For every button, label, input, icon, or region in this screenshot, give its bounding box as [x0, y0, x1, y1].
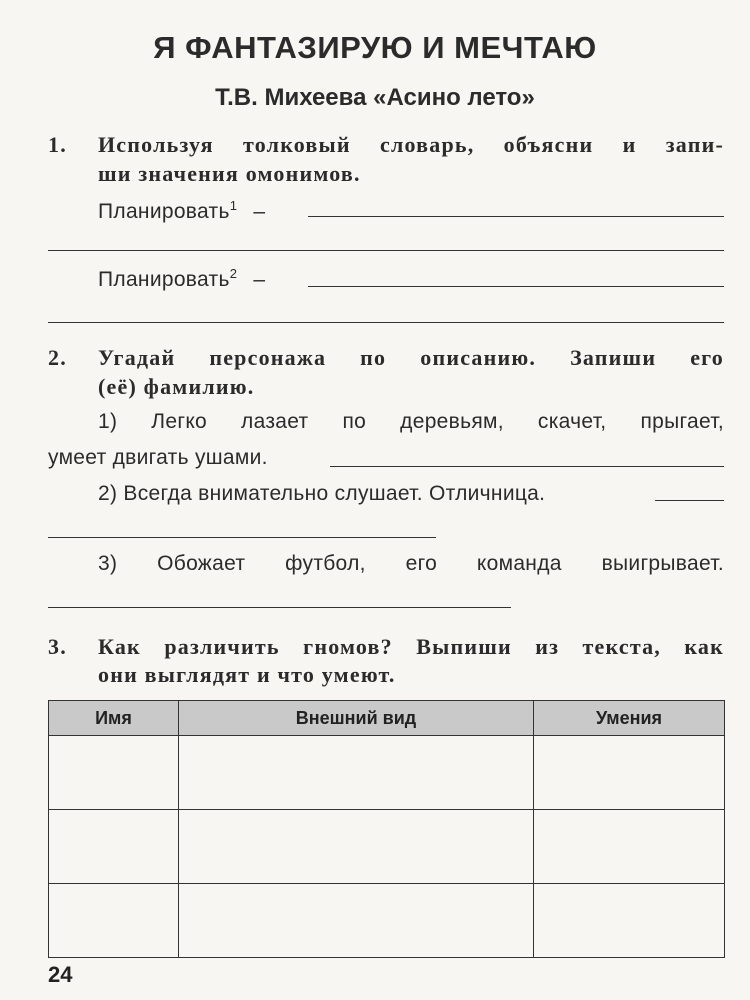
- table-cell[interactable]: [49, 736, 179, 810]
- task3-text-line2: они выглядят и что умеют.: [98, 662, 396, 687]
- dash: –: [253, 268, 266, 291]
- task1-text-line1: Используя толковый словарь, объясни и запи-: [98, 132, 724, 157]
- answer-line-2b[interactable]: [48, 322, 724, 323]
- page-number: 24: [48, 962, 73, 987]
- answer-line-q2a[interactable]: [655, 500, 724, 501]
- homonym-index-2: 2: [229, 266, 238, 281]
- task1-item1-label: [98, 198, 265, 224]
- column-header-name: Имя: [49, 701, 179, 736]
- answer-line-1a[interactable]: [308, 216, 724, 217]
- homonym-word-1: Планировать: [98, 200, 230, 223]
- table-cell[interactable]: [534, 736, 725, 810]
- table-cell[interactable]: [534, 884, 725, 958]
- answer-line-q1[interactable]: [330, 466, 724, 467]
- answer-line-q3[interactable]: [48, 607, 511, 608]
- task2-q2: 2) Всегда внимательно слушает. Отличница.: [98, 482, 546, 505]
- task3-number: 3.: [48, 634, 67, 659]
- task1-text-line2: ши значения омонимов.: [98, 161, 361, 186]
- task2-text-line1: Угадай персонажа по описанию. Запиши его: [98, 345, 724, 370]
- page-subtitle: Т.В. Михеева «Асино лето»: [215, 84, 535, 111]
- task1-number: 1.: [48, 132, 67, 157]
- task1-item2-label: [98, 266, 265, 292]
- gnomes-table: [48, 700, 725, 958]
- answer-line-2a[interactable]: [308, 286, 724, 287]
- table-row: [49, 884, 725, 958]
- column-header-appearance: Внешний вид: [179, 701, 534, 736]
- table-cell[interactable]: [179, 810, 534, 884]
- homonym-index-1: 1: [229, 198, 238, 213]
- table-header-row: [49, 701, 725, 736]
- table-cell[interactable]: [179, 736, 534, 810]
- task3-text-line1: Как различить гномов? Выпиши из текста, как: [98, 634, 724, 659]
- table-row: [49, 810, 725, 884]
- table-cell[interactable]: [49, 810, 179, 884]
- task2-q3: 3) Обожает футбол, его команда выигрывает.: [98, 552, 724, 575]
- table-row: [49, 736, 725, 810]
- table-cell[interactable]: [49, 884, 179, 958]
- homonym-word-2: Планировать: [98, 268, 230, 291]
- table-cell[interactable]: [534, 810, 725, 884]
- table-cell[interactable]: [179, 884, 534, 958]
- column-header-skills: Умения: [534, 701, 725, 736]
- task2-q1-line1: 1) Легко лазает по деревьям, скачет, прыгает,: [98, 410, 724, 433]
- task2-q1-line2: умеет двигать ушами.: [48, 446, 268, 469]
- page-title: Я ФАНТАЗИРУЮ И МЕЧТАЮ: [153, 30, 597, 65]
- answer-line-1b[interactable]: [48, 250, 724, 251]
- dash: –: [253, 200, 266, 223]
- task2-text-line2: (её) фамилию.: [98, 374, 255, 399]
- task2-number: 2.: [48, 345, 67, 370]
- answer-line-q2b[interactable]: [48, 537, 436, 538]
